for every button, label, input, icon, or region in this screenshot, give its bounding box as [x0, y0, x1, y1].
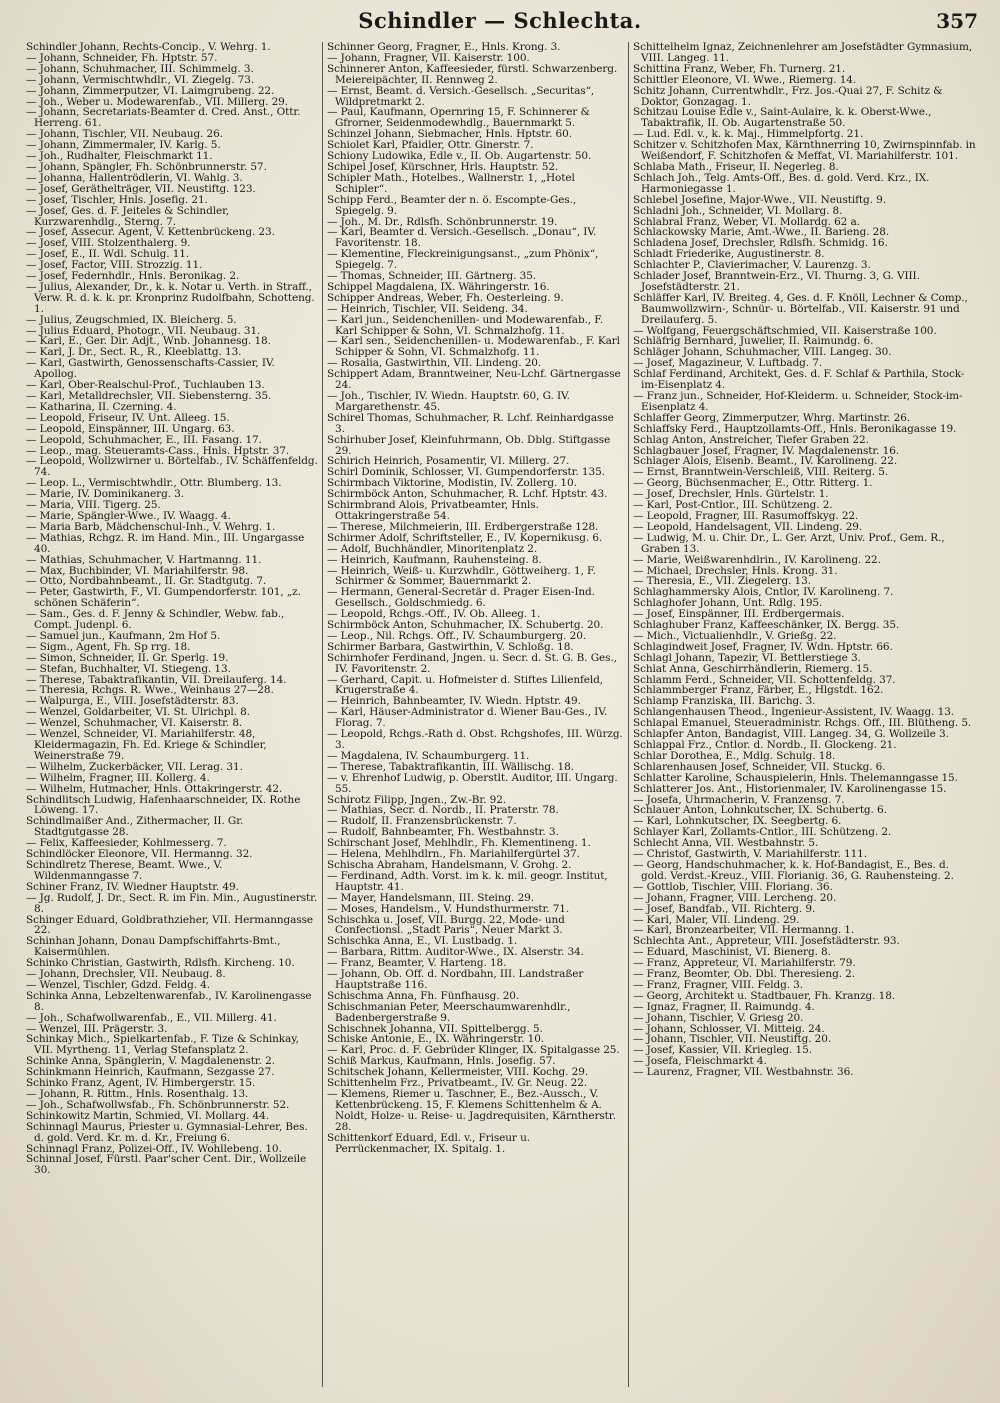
- directory-entry: Schipler Math., Hotelbes., Wallnerstr. 1, „Hotel Schipler“.: [327, 171, 575, 195]
- directory-entry: — Leopold, Rchgs.-Rath d. Obst. Rchgshofes, III. Würzg. 3.: [327, 728, 623, 751]
- directory-columns: [22, 42, 980, 1387]
- directory-entry: Schinko Franz, Agent, IV. Himbergerstr. 15.: [26, 1077, 256, 1090]
- directory-entry: — Franz, Fragner, VIII. Feldg. 3.: [633, 978, 803, 991]
- directory-entry: — Johann, R. Rittm., Hnls. Rosenthalg. 13.: [26, 1088, 249, 1100]
- directory-entry: Schirnhofer Ferdinand, Jngen. u. Secr. d. St. G. B. Ges., IV. Favoritenstr. 2.: [327, 651, 617, 675]
- directory-entry: — Joh., Weber u. Modewarenfab., VII. Millerg. 29.: [26, 95, 288, 108]
- directory-entry: Schischma Anna, Fh. Fünfhausg. 20.: [327, 989, 520, 1002]
- directory-entry: — Johann, Fragner, VIII. Lercheng. 20.: [633, 891, 837, 904]
- directory-entry: — Johann, Schneider, Fh. Hptstr. 57.: [26, 51, 218, 64]
- directory-entry: Schlag Anton, Anstreicher, Tiefer Graben 22.: [633, 433, 869, 446]
- directory-entry: Schlarenhausen Josef, Schneider, VII. Stuckg. 6.: [633, 760, 886, 773]
- directory-entry: — Joh., Rudhalter, Fleischmarkt 11.: [26, 150, 213, 163]
- directory-entry: — Christof, Gastwirth, V. Mariahilferstr. 111.: [633, 848, 868, 861]
- directory-entry: — Marie, Spängler-Wwe., IV. Waagg. 4.: [26, 509, 231, 522]
- directory-entry: — Rudolf, II. Franzensbrückenstr. 7.: [327, 815, 517, 828]
- directory-entry: — Julius, Alexander, Dr., k. k. Notar u. Verth. in Straff., Verw. R. d. k. k. pr. Kronprinz Rudolfbahn, Schotteng. 1.: [26, 280, 315, 315]
- directory-entry: Schinnerer Anton, Kaffeesieder, fürstl. Schwarzenberg. Meiereipächter, II. Rennweg 2.: [327, 62, 618, 86]
- directory-entry: Schittler Eleonore, VI. Wwe., Riemerg. 14.: [633, 73, 857, 86]
- directory-entry: Schlebel Josefine, Major-Wwe., VII. Neustiftg. 9.: [633, 193, 886, 206]
- directory-entry: — Sigm., Agent, Fh. Sp rrg. 18.: [26, 640, 191, 653]
- directory-entry: Schlaffsky Ferd., Hauptzollamts-Off., Hnls. Beronikagasse 19.: [633, 422, 957, 435]
- directory-entry: — Karl, Proc. d. F. Gebrüder Klinger, IX. Spitalgasse 25.: [327, 1044, 620, 1057]
- directory-entry: — Leopold, Einspänner, III. Ungarg. 63.: [26, 422, 235, 435]
- directory-entry: — Mathias, Rchgz. R. im Hand. Min., III. Ungargasse 40.: [26, 531, 305, 555]
- directory-entry: Schlammberger Franz, Färber, E., Hlgstdt. 162.: [633, 684, 884, 697]
- directory-entry: Schirschant Josef, Mehlhdlr., Fh. Klementineng. 1.: [327, 837, 591, 850]
- directory-entry: — Karl, Metalldrechsler, VII. Siebensterng. 35.: [26, 390, 272, 402]
- directory-entry: Schlapfer Anton, Bandagist, VIII. Langeg. 34, G. Wollzeile 3.: [633, 728, 949, 741]
- directory-entry: — Wenzel, Schneider, VI. Mariahilferstr. 48, Kleidermagazin, Fh. Ed. Kriege & Schindler, Weinerstraße 79.: [26, 728, 267, 762]
- directory-entry: — Leopold, Friseur, IV. Unt. Alleeg. 15.: [26, 411, 230, 424]
- directory-entry: — Franz, Beamter, V. Harteng. 18.: [327, 957, 507, 970]
- directory-entry: — Simon, Schneider, II. Gr. Sperlg. 19.: [26, 651, 229, 664]
- page-number: 357: [936, 9, 978, 33]
- directory-entry: — Adolf, Buchhändler, Minoritenplatz 2.: [327, 542, 538, 555]
- directory-entry: — Heinrich, Weiß- u. Kurzwhdlr., Göttweiherg. 1, F. Schirmer & Sommer, Bauernmarkt 2.: [327, 564, 596, 588]
- directory-entry: Schittelhelm Ignaz, Zeichnenlehrer am Josefstädter Gymnasium, VIII. Langeg. 11.: [633, 42, 973, 64]
- directory-entry: — Karl, Häuser-Administrator d. Wiener Bau-Ges., IV. Florag. 7.: [327, 706, 608, 730]
- directory-entry: — Wenzel, III. Prägerstr. 3.: [26, 1022, 168, 1035]
- directory-entry: Schlagbauer Josef, Fragner, IV. Magdalenenstr. 16.: [633, 444, 900, 457]
- directory-entry: — Johann, Schuhmacher, III. Schimmelg. 3.: [26, 62, 254, 75]
- directory-entry: Schischka Anna, E., VI. Lustbadg. 1.: [327, 935, 518, 948]
- directory-entry: Schlechta Ant., Appreteur, VIII. Josefstädterstr. 93.: [633, 935, 900, 948]
- directory-entry: — Laurenz, Fragner, VII. Westbahnstr. 36.: [633, 1066, 854, 1079]
- directory-entry: Schinka Anna, Lebzeltenwarenfab., IV. Karolinengasse 8.: [26, 989, 312, 1013]
- directory-entry: — Wilhelm, Hutmacher, Hnls. Ottakringerstr. 42.: [26, 782, 283, 795]
- directory-entry: Schindlitsch Ludwig, Hafenhaarschneider, IX. Rothe Löweng. 17.: [26, 793, 301, 817]
- directory-entry: Schinkowitz Martin, Schmied, VI. Mollarg. 44.: [26, 1109, 269, 1122]
- directory-entry: — Thomas, Schneider, III. Gärtnerg. 35.: [327, 270, 537, 283]
- directory-entry: Schischka u. Josef, VII. Burgg. 22, Mode- und Confectionsl. „Stadt Paris“, Neuer Markt 3.: [327, 913, 565, 937]
- directory-entry: Schischnek Johanna, VII. Spittelbergg. 5.: [327, 1022, 543, 1035]
- directory-entry: — Rudolf, Bahnbeamter, Fh. Westbahnstr. 3.: [327, 826, 559, 839]
- directory-entry: — Karl, Gastwirth, Genossenschafts-Cassier, IV. Apollog.: [26, 357, 275, 381]
- directory-entry: — Peter, Gastwirth, F., VI. Gumpendorferstr. 101, „z. schönen Schäferin“.: [26, 586, 301, 610]
- directory-entry: Schirmer Barbara, Gastwirthin, V. Schloßg. 18.: [327, 640, 574, 653]
- directory-entry: Schlabral Franz, Weber, VI. Mollardg. 62 a.: [633, 215, 860, 228]
- directory-entry: — Eduard, Maschinist, VI. Bienerg. 8.: [633, 946, 831, 959]
- directory-entry: Schinzel Johann, Siebmacher, Hnls. Hptstr. 60.: [327, 128, 572, 141]
- directory-entry: Schiß Markus, Kaufmann, Hnls. Josefig. 57.: [327, 1055, 556, 1068]
- directory-entry: — Marie, Weißwarenhdlrin., IV. Karolineng. 22.: [633, 553, 881, 566]
- directory-entry: Schlaf Ferdinand, Architekt, Ges. d. F. Schlaf & Parthila, Stock-im-Eisenplatz 4.: [633, 368, 965, 392]
- directory-entry: Schinhan Johann, Donau Dampfschiffahrts-Bmt., Kaisermühlen.: [26, 935, 281, 959]
- directory-entry: — Stefan, Buchhalter, VI. Stiegeng. 13.: [26, 662, 231, 675]
- directory-entry: — Theresia, E., VII. Ziegelerg. 13.: [633, 575, 811, 588]
- directory-entry: — Johann, Drechsler, VII. Neubaug. 8.: [26, 968, 226, 981]
- directory-entry: — Josef, Bandfab., VII. Richterg. 9.: [633, 902, 816, 915]
- directory-entry: — Franz, Appreteur, VI. Mariahilferstr. 79.: [633, 957, 856, 970]
- directory-entry: — Max, Buchbinder, VI. Mariahilferstr. 98.: [26, 564, 249, 577]
- directory-entry: — Johann, Schlosser, VI. Mitteig. 24.: [633, 1022, 825, 1035]
- directory-entry: — Wilhelm, Zuckerbäcker, VII. Lerag. 31.: [26, 760, 243, 773]
- directory-entry: Schittenkorf Eduard, Edl. v., Friseur u. Perrückenmacher, IX. Spitalg. 1.: [327, 1131, 530, 1155]
- directory-entry: — Josef, Magazineur, V. Luftbadg. 7.: [633, 357, 823, 370]
- directory-entry: Schiolet Karl, Pfaidler, Ottr. Ginerstr. 7.: [327, 139, 534, 152]
- directory-entry: Schinkmann Heinrich, Kaufmann, Sezgasse 27.: [26, 1066, 275, 1079]
- directory-entry: — Ludwig, M. u. Chir. Dr., L. Ger. Arzt, Univ. Prof., Gem. R., Graben 13.: [633, 531, 945, 555]
- directory-entry: — Josef, Drechsler, Hnls. Gürtelstr. 1.: [633, 488, 829, 501]
- directory-entry: Schirotz Filipp, Jngen., Zw.-Br. 92.: [327, 793, 507, 806]
- directory-entry: — Wenzel, Goldarbeiter, VI. St. Ulrichpl. 8.: [26, 706, 250, 719]
- directory-entry: Schlamp Franziska, III. Barichg. 3.: [633, 695, 816, 708]
- directory-entry: — Leopold, Schuhmacher, E., III. Fasang. 17.: [26, 433, 262, 446]
- directory-entry: Schlagindweit Josef, Fragner, IV. Wdn. Hptstr. 66.: [633, 640, 893, 653]
- directory-entry: — Michael, Drechsler, Hnls. Krong. 31.: [633, 564, 838, 577]
- directory-entry: — Joh., Schafwollwarenfab., E., VII. Millerg. 41.: [26, 1011, 277, 1024]
- directory-entry: — Georg, Architekt u. Stadtbauer, Fh. Kranzg. 18.: [633, 989, 896, 1002]
- directory-entry: — Helena, Mehlhdlrn., Fh. Mariahilfergürtel 37.: [327, 848, 580, 861]
- directory-entry: — Wenzel, Schuhmacher, VI. Kaiserstr. 8.: [26, 717, 243, 730]
- directory-entry: — Magdalena, IV. Schaumburgerg. 11.: [327, 749, 530, 762]
- directory-entry: — Joh., Schafwollwsfab., Fh. Schönbrunnerstr. 52.: [26, 1098, 290, 1111]
- directory-entry: — Marie, IV. Dominikanerg. 3.: [26, 488, 184, 501]
- directory-entry: Schischa Abraham, Handelsmann, V. Grohg. 2.: [327, 858, 572, 871]
- page-title: Schindler — Schlechta.: [358, 8, 642, 33]
- directory-entry: Schläfrig Bernhard, Juwelier, II. Raimundg. 6.: [633, 335, 874, 348]
- directory-entry: — Leop., mag. Steueramts-Cass., Hnls. Hptstr. 37.: [26, 444, 290, 457]
- column-right: [628, 42, 980, 1387]
- directory-entry: — Josef, Geräthelträger, VII. Neustiftg. 123.: [26, 182, 256, 195]
- directory-entry: — Joh., M. Dr., Rdlsfh. Schönbrunnerstr. 19.: [327, 215, 558, 228]
- directory-entry: Schlamm Ferd., Schneider, VII. Schottenfeldg. 37.: [633, 673, 896, 686]
- directory-entry: — Karl sen., Seidenchenillen- u. Modewarenfab., F. Karl Schipper & Sohn, VI. Schmalzhofg. 11.: [327, 335, 620, 359]
- directory-entry: Schippel Magdalena, IX. Währingerstr. 16.: [327, 280, 550, 293]
- directory-entry: Schladena Josef, Drechsler, Rdlsfh. Schmidg. 16.: [633, 237, 888, 250]
- directory-entry: — Josef, Assecur. Agent, V. Kettenbrückeng. 23.: [26, 226, 275, 239]
- directory-entry: — Georg, Büchsenmacher, E., Ottr. Ritterg. 1.: [633, 477, 873, 490]
- directory-entry: — Karl, Lohnkutscher, IX. Seegbertg. 6.: [633, 815, 842, 828]
- directory-entry: — Heinrich, Tischler, VII. Seideng. 34.: [327, 302, 528, 315]
- directory-entry: Schlader Josef, Branntwein-Erz., VI. Thurng. 3, G. VIII. Josefstädterstr. 21.: [633, 270, 920, 293]
- directory-entry: — Karl, Bronzearbeiter, VII. Hermanng. 1.: [633, 924, 855, 937]
- directory-entry: — Mayer, Handelsmann, III. Steing. 29.: [327, 891, 534, 904]
- directory-entry: — Josef, Tischler, Hnls. Josefig. 21.: [26, 193, 208, 206]
- directory-entry: — Gottlob, Tischler, VIII. Floriang. 36.: [633, 880, 833, 893]
- directory-entry: Schlapal Emanuel, Steueradministr. Rchgs. Off., III. Blütheng. 5.: [633, 717, 972, 730]
- directory-entry: Schittina Franz, Weber, Fh. Turnerg. 21.: [633, 62, 846, 75]
- directory-entry: — Georg, Handschuhmacher, k. k. Hof-Bandagist, E., Bes. d. gold. Verdst.-Kreuz., VIII. Florianig. 36, G. Rauhensteing. 2.: [633, 858, 954, 882]
- page-header: [0, 6, 1000, 36]
- directory-entry: Schirmböck Anton, Schuhmacher, R. Lchf. Hptstr. 43.: [327, 488, 608, 501]
- directory-entry: — Ernst, Branntwein-Verschleiß, VIII. Reiterg. 5.: [633, 466, 889, 479]
- directory-entry: Schlar Dorothea, E., Mdlg. Schulg. 18.: [633, 749, 836, 762]
- directory-entry: — Johann, Spängler, Fh. Schönbrunnerstr. 57.: [26, 160, 267, 173]
- directory-entry: — Therese, Milchmeierin, III. Erdbergerstraße 128.: [327, 520, 599, 533]
- directory-entry: — Klemens, Riemer u. Taschner, E., Bez.-Aussch., V. Kettenbrückeng. 15, F. Klemens Schittenhelm & A. Noldt, Holze- u. Reise- u. Jagdrequisiten, Kärntherstr. 28.: [327, 1088, 616, 1133]
- directory-entry: Schlaghuber Franz, Kaffeeschänker, IX. Bergg. 35.: [633, 619, 900, 632]
- directory-entry: Schinko Christian, Gastwirth, Rdlsfh. Kircheng. 10.: [26, 957, 295, 970]
- directory-entry: — Johann, Fragner, VII. Kaiserstr. 100.: [327, 51, 530, 64]
- directory-entry: — Paul, Kaufmann, Opernring 15, F. Schinnerer & Gfrorner, Seidenmodewhdlg., Bauernmarkt 5.: [327, 106, 590, 130]
- directory-entry: Schipp Ferd., Beamter der n. ö. Escompte-Ges., Spiegelg. 9.: [327, 193, 577, 217]
- directory-entry: — Walpurga, E., VIII. Josefstädterstr. 83.: [26, 695, 239, 708]
- directory-entry: Schlagl Johann, Tapezir, VI. Bettlerstiege 3.: [633, 651, 861, 664]
- directory-entry: Schitschek Johann, Kellermeister, VIII. Kochg. 29.: [327, 1066, 589, 1079]
- directory-entry: — Mich., Victualienhdlr., V. Grießg. 22.: [633, 629, 837, 642]
- directory-entry: — Josef, Federnhdlr., Hnls. Beronikag. 2.: [26, 270, 240, 283]
- directory-entry: Schirich Heinrich, Posamentir, VI. Millerg. 27.: [327, 455, 570, 468]
- directory-entry: Schlappal Frz., Cntlor. d. Nordb., II. Glockeng. 21.: [633, 739, 897, 751]
- directory-entry: — Otto, Nordbahnbeamt., II. Gr. Stadtgutg. 7.: [26, 575, 267, 588]
- directory-entry: Schippert Adam, Branntweiner, Neu-Lchf. Gärtnergasse 24.: [327, 368, 621, 392]
- directory-entry: Schinger Eduard, Goldbrathzieher, VII. Hermanngasse 22.: [26, 913, 314, 937]
- directory-entry: Schindlretz Therese, Beamt. Wwe., V. Wildenmanngasse 7.: [26, 858, 223, 882]
- directory-entry: — Wilhelm, Fragner, III. Kollerg. 4.: [26, 771, 210, 784]
- directory-entry: — Rosalia, Gastwirthin, VII. Lindeng. 20.: [327, 357, 542, 370]
- directory-entry: — Johann, Tischler, VII. Neubaug. 26.: [26, 128, 223, 141]
- directory-entry: — Ferdinand, Adth. Vorst. im k. k. mil. geogr. Institut, Hauptstr. 41.: [327, 869, 608, 893]
- directory-entry: Schirel Thomas, Schuhmacher, R. Lchf. Reinhardgasse 3.: [327, 411, 614, 435]
- directory-entry: — Moses, Handelsm., V. Hundsthurmerstr. 71.: [327, 902, 570, 915]
- directory-entry: — Mathias, Schuhmacher, V. Hartmanng. 11.: [26, 553, 262, 566]
- directory-entry: Schlangenhausen Theod., Ingenieur-Assistent, IV. Waagg. 13.: [633, 706, 955, 719]
- directory-entry: Schläger Johann, Schuhmacher, VIII. Langeg. 30.: [633, 346, 892, 359]
- directory-entry: — Karl jun., Seidenchenillen- und Modewarenfab., F. Karl Schipper & Sohn, VI. Schmalzhofg. 11.: [327, 313, 604, 337]
- directory-entry: — Johann, Zimmermaler, IV. Karlg. 5.: [26, 139, 221, 152]
- directory-entry: — Josef, Factor, VIII. Strozzig. 11.: [26, 259, 203, 272]
- directory-entry: — Sam., Ges. d. F. Jenny & Schindler, Webw. fab., Compt. Judenpl. 6.: [26, 608, 285, 632]
- directory-entry: — Josefa, Fleischmarkt 4.: [633, 1055, 767, 1068]
- directory-entry: Schiony Ludowika, Edle v., II. Ob. Augartenstr. 50.: [327, 150, 592, 163]
- directory-entry: Schischmanian Peter, Meerschaumwarenhdlr., Badenbergerstraße 9.: [327, 1000, 571, 1024]
- directory-entry: — Julius Eduard, Photogr., VII. Neubaug. 31.: [26, 324, 261, 337]
- directory-entry: — v. Ehrenhof Ludwig, p. Oberstlt. Auditor, III. Ungarg. 55.: [327, 771, 618, 795]
- directory-entry: — Josefa, Uhrmacherin, V. Franzensg. 7.: [633, 793, 845, 806]
- directory-entry: — Joh., Tischler, IV. Wiedn. Hauptstr. 60, G. IV. Margarethenstr. 45.: [327, 390, 570, 413]
- directory-entry: — Maria Barb, Mädchenschul-Inh., V. Wehrg. 1.: [26, 520, 276, 533]
- directory-entry: — Lud. Edl. v., k. k. Maj., Himmelpfortg. 21.: [633, 128, 864, 141]
- directory-entry: — Karl, E., Ger. Dir. Adjt., Wnb. Johannesg. 18.: [26, 335, 271, 348]
- directory-entry: — Leopold, Rchgs.-Off., IV. Ob. Alleeg. 1.: [327, 608, 541, 621]
- directory-entry: — Theresia, Rchgs. R. Wwe., Weinhaus 27—28.: [26, 684, 274, 697]
- directory-entry: — Julius, Zeugschmied, IX. Bleicherg. 5.: [26, 313, 237, 326]
- directory-entry: — Johann, Secretariats-Beamter d. Cred. Anst., Ottr. Herreng. 61.: [26, 106, 301, 130]
- directory-entry: — Therese, Tabaktrafikantin, VII. Dreilauferg. 14.: [26, 673, 287, 686]
- directory-entry: Schlachter P., Clavierimacher, V. Laurenzg. 3.: [633, 259, 871, 272]
- directory-entry: — Ignaz, Fragner, II. Raimundg. 4.: [633, 1000, 815, 1013]
- directory-entry: — Heinrich, Bahnbeamter, IV. Wiedn. Hptstr. 49.: [327, 695, 581, 708]
- directory-entry: Schindlmaißer And., Zithermacher, II. Gr. Stadtgutgasse 28.: [26, 815, 244, 839]
- directory-entry: — Gerhard, Capit. u. Hofmeister d. Stiftes Lilienfeld, Krugerstraße 4.: [327, 673, 604, 697]
- directory-entry: — Karl, Beamter d. Versich.-Gesellsch. „Donau“, IV. Favoritenstr. 18.: [327, 226, 597, 250]
- directory-entry: — Mathias, Secr. d. Nordb., II. Praterstr. 78.: [327, 804, 559, 817]
- directory-entry: Schlaba Math., Friseur, II. Negerleg. 8.: [633, 160, 839, 173]
- directory-entry: Schipper Andreas, Weber, Fh. Oesterleing. 9.: [327, 291, 564, 304]
- directory-entry: Schlecht Anna, VII. Westbahnstr. 5.: [633, 837, 819, 850]
- column-left: [22, 42, 322, 1387]
- directory-entry: Schindlöcker Eleonore, VII. Hermanng. 32.: [26, 848, 253, 861]
- directory-entry: Schirmbach Viktorine, Modistin, IV. Zollerg. 10.: [327, 477, 577, 490]
- directory-entry: — Leopold, Handelsagent, VII. Lindeng. 29.: [633, 520, 863, 533]
- directory-entry: — Therese, Tabaktrafikantin, III. Wällischg. 18.: [327, 760, 574, 773]
- directory-entry: — Karl, Post-Cntlor., III. Schützeng. 2.: [633, 499, 833, 512]
- directory-entry: Schladt Friederike, Augustinerstr. 8.: [633, 248, 825, 261]
- directory-entry: — Jg. Rudolf, J. Dr., Sect. R. im Fin. Min., Augustinerstr. 8.: [26, 891, 318, 915]
- directory-entry: — Felix, Kaffeesieder, Kohlmesserg. 7.: [26, 837, 227, 850]
- directory-entry: — Maria, VIII. Tigerg. 25.: [26, 499, 161, 512]
- directory-entry: — Johann, Vermischtwhdlr., VI. Ziegelg. 73.: [26, 73, 255, 86]
- directory-entry: — Wolfgang, Feuergschäftschmied, VII. Kaiserstraße 100.: [633, 324, 937, 337]
- directory-entry: — Klementine, Fleckreinigungsanst., „zum Phönix“, Spiegelg. 7.: [327, 248, 599, 272]
- directory-entry: Schittenhelm Frz., Privatbeamt., IV. Gr. Neug. 22.: [327, 1077, 588, 1090]
- directory-entry: — Johann, Tischler, V. Griesg 20.: [633, 1011, 804, 1024]
- directory-entry: Schlayer Karl, Zollamts-Cntlor., III. Schützeng. 2.: [633, 826, 892, 839]
- directory-entry: — Ernst, Beamt. d. Versich.-Gesellsch. „Securitas“, Wildpretmarkt 2.: [327, 84, 595, 108]
- directory-entry: — Johanna, Hallentrödlerin, VI. Wahlg. 3.: [26, 171, 243, 184]
- directory-entry: — Johann, Tischler, VII. Neustiftg. 20.: [633, 1033, 832, 1046]
- directory-entry: Schinkay Mich., Spielkartenfab., F. Tize & Schinkay, VII. Myrtheng. 11, Verlag Stefansplatz 2.: [26, 1033, 299, 1057]
- directory-entry: Schlatter Karoline, Schauspielerin, Hnls. Thelemanngasse 15.: [633, 771, 958, 784]
- directory-entry: Schladni Joh., Schneider, VI. Mollarg. 8.: [633, 204, 843, 217]
- column-middle: [322, 42, 628, 1387]
- directory-entry: Schlackowsky Marie, Amt.-Wwe., II. Barieng. 28.: [633, 226, 890, 239]
- directory-entry: Schlat Anna, Geschirrhändlerin, Riemerg. 15.: [633, 662, 873, 675]
- directory-entry: — Karl, Ober-Realschul-Prof., Tuchlauben 13.: [26, 379, 265, 392]
- directory-entry: — Johann, Zimmerputzer, VI. Laimgrubeng. 22.: [26, 84, 275, 97]
- directory-entry: — Katharina, II. Czerning. 4.: [26, 400, 177, 413]
- directory-entry: — Leop., Nil. Rchgs. Off., IV. Schaumburgerg. 20.: [327, 629, 587, 642]
- directory-entry: Schiske Antonie, E., IX. Währingerstr. 10.: [327, 1033, 545, 1046]
- directory-entry: — Johann, Ob. Off. d. Nordbahn, III. Landstraßer Hauptstraße 116.: [327, 968, 584, 991]
- directory-entry: — Josef, Einspänner, III. Erdbergermais.: [633, 608, 845, 621]
- directory-entry: Schlatterer Jos. Ant., Historienmaler, IV. Karolinengasse 15.: [633, 782, 947, 795]
- directory-entry: — Samuel jun., Kaufmann, 2m Hof 5.: [26, 629, 221, 642]
- directory-entry: Schindler Johann, Rechts-Concip., V. Wehrg. 1.: [26, 42, 271, 53]
- directory-entry: Schitzer v. Schitzhofen Max, Kärnthnerring 10, Zwirnspinnfab. in Weißendorf, F. Schitzhofen & Meffat, VI. Mariahilferstr. 101.: [633, 139, 976, 163]
- directory-entry: — Heinrich, Kaufmann, Rauhensteing. 8.: [327, 553, 542, 566]
- directory-entry: — Leopold, Wollzwirner u. Börtelfab., IV. Schäffenfeldg. 74.: [26, 455, 318, 479]
- directory-entry: Schinnagl Maurus, Priester u. Gymnasial-Lehrer, Bes. d. gold. Verd. Kr. m. d. Kr., Freiung 6.: [26, 1120, 308, 1144]
- directory-entry: — Leop. L., Vermischtwhdlr., Ottr. Blumberg. 13.: [26, 477, 282, 490]
- directory-entry: Schlaghammersky Alois, Cntlor, IV. Karolineng. 7.: [633, 586, 894, 599]
- directory-entry: Schitz Johann, Currentwhdlr., Frz. Jos.-Quai 27, F. Schitz & Doktor, Gonzagag. 1.: [633, 84, 943, 108]
- directory-entry: — Franz jun., Schneider, Hof-Kleiderm. u. Schneider, Stock-im-Eisenplatz 4.: [633, 390, 963, 413]
- directory-entry: — Karl, Maler, VII. Lindeng. 29.: [633, 913, 800, 926]
- directory-entry: — Franz, Beomter, Ob. Dbl. Theresieng. 2.: [633, 968, 855, 981]
- directory-entry: Schlaffer Georg, Zimmerputzer, Whrg. Martinstr. 26.: [633, 411, 911, 424]
- directory-entry: Schirmer Adolf, Schriftsteller, E., IV. Kopernikusg. 6.: [327, 531, 603, 544]
- directory-entry: Schlager Alois, Eisenb. Beamt., IV. Karolineng. 22.: [633, 455, 898, 468]
- directory-entry: Schitzau Louise Edle v., Saint-Aulaire, k. k. Oberst-Wwe., Tabaktrafik, II. Ob. Augartenstraße 50.: [633, 106, 932, 130]
- directory-entry: Schläffer Karl, IV. Breiteg. 4, Ges. d. F. Knöll, Lechner & Comp., Baumwollzwirn-, Schnür- u. Börtelfab., VII. Kaiserstr. 91 und Dreilauferg. 5.: [633, 291, 968, 326]
- directory-entry: — Josef, Ges. d. F. Jeiteles & Schindler, Kurzwarenhdlg., Sterng. 7.: [26, 204, 230, 228]
- directory-entry: — Hermann, General-Secretär d. Prager Eisen-Ind. Gesellsch., Goldschmiedg. 6.: [327, 586, 595, 610]
- directory-entry: — Leopold, Fragner, III. Rasumoffskyg. 22.: [633, 509, 859, 522]
- directory-entry: Schirhuber Josef, Kleinfuhrmann, Ob. Dblg. Stiftgasse 29.: [327, 433, 611, 457]
- directory-entry: Schlaghofer Johann, Unt. Rdlg. 195.: [633, 597, 823, 610]
- directory-entry: Schiner Franz, IV. Wiedner Hauptstr. 49.: [26, 880, 239, 893]
- directory-entry: Schinner Georg, Fragner, E., Hnls. Krong. 3.: [327, 42, 561, 53]
- directory-entry: Schinnal Josef, Fürstl. Paar'scher Cent. Dir., Wollzeile 30.: [26, 1153, 307, 1177]
- directory-entry: Schirl Dominik, Schlosser, VI. Gumpendorferstr. 135.: [327, 466, 605, 479]
- directory-entry: Schipel Josef, Kürschner, Hrls. Hauptstr. 52.: [327, 160, 559, 173]
- directory-entry: Schlauer Anton, Lohnkutscher, IX. Schubertg. 6.: [633, 804, 887, 817]
- directory-entry: — Karl, J. Dr., Sect. R., R., Kleeblattg. 13.: [26, 346, 242, 359]
- directory-entry: Schirmböck Anton, Schuhmacher, IX. Schubertg. 20.: [327, 619, 604, 632]
- directory-entry: Schinke Anna, Spänglerin, V. Magdalenenstr. 2.: [26, 1055, 275, 1068]
- directory-entry: Schinnagl Franz, Polizei-Off., IV. Wohllebeng. 10.: [26, 1142, 282, 1155]
- directory-entry: — Josef, Kassier, VII. Kriegleg. 15.: [633, 1044, 812, 1057]
- directory-entry: — Wenzel, Tischler, Gdzd. Feldg. 4.: [26, 978, 210, 991]
- directory-entry: Schirmbrand Alois, Privatbeamter, Hnls. Ottakringerstraße 54.: [327, 499, 539, 522]
- directory-entry: Schlach Joh., Telg. Amts-Off., Bes. d. gold. Verd. Krz., IX. Harmoniegasse 1.: [633, 171, 930, 195]
- directory-entry: — Josef, E., II. Wdl. Schulg. 11.: [26, 248, 190, 261]
- directory-entry: — Josef, VIII. Stolzenthalerg. 9.: [26, 237, 191, 250]
- directory-entry: — Barbara, Rittm. Auditor-Wwe., IX. Alserstr. 34.: [327, 946, 584, 959]
